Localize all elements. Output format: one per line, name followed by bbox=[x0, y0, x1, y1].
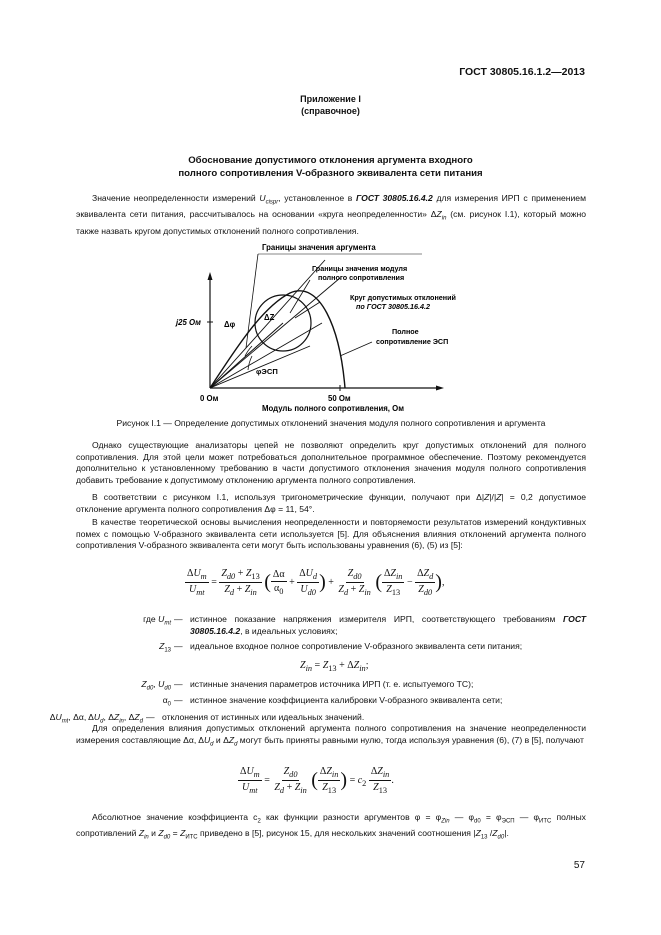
center-line bbox=[210, 323, 283, 388]
label-bounds: Границы значения аргумента bbox=[262, 243, 376, 252]
label-full-1: Полное bbox=[392, 327, 419, 336]
paragraph-3: В соответствии с рисунком I.1, используя тригонометрические функции, получают при Δ|Z|/|Z| = 0,2 допустимое отклонение аргумента полного сопротивления Δφ = 11, 54°. bbox=[76, 492, 587, 514]
label-x-axis: Модуль полного сопротивления, Ом bbox=[262, 404, 404, 413]
label-modulus-2: полного сопротивления bbox=[318, 273, 405, 282]
y-axis-arrow-icon bbox=[208, 272, 213, 280]
equation-mid: $Z_{in} = Z_{13} + \Delta Z_{in}$; bbox=[300, 660, 369, 673]
label-phi-esp: φЭСП bbox=[256, 367, 278, 376]
definitions-2 bbox=[49, 679, 586, 728]
bound-line-lower bbox=[210, 323, 322, 388]
paragraph-1: Значение неопределенности измерений $U_{cispr}$, установленное в ГОСТ 30805.16.4.2 для измерения ИРП с применением эквивалента сети питания, рассчитывалось на основании «круга неопределенности» $\Delta Z_{in}$ (см. рисунок I.1), который можно также назвать кругом допустимых отклонений полного сопротивления. bbox=[76, 193, 586, 236]
label-zero: 0 Ом bbox=[200, 394, 219, 403]
def-row: $\Delta U_{mt}$, Δα, $\Delta U_d$, $\Delta Z_{in}$, $\Delta Z_d$ — отклонения от истинных или идеальных значений. bbox=[49, 711, 365, 725]
definitions-1 bbox=[76, 614, 586, 658]
def-row: $Z_{13}$ — идеальное входное полное сопротивление V-образного эквивалента сети питания; bbox=[159, 641, 523, 654]
label-j-axis: j25 Ом bbox=[176, 318, 201, 327]
page-number: 57 bbox=[573, 860, 585, 871]
section-title-line2: полного сопротивления V-образного эквивалента сети питания bbox=[178, 168, 483, 179]
label-circle-2: по ГОСТ 30805.16.4.2 bbox=[356, 302, 430, 311]
equation-1: $\frac{\Delta U_m}{U_{mt}}$ = $\frac{Z_{d0} + Z_{13}}{Z_d + Z_{in}}$ ( $\frac{\Delta\alpha}{\alpha_0}$ + $\frac{\Delta U_d}{U_{d0}}$ ) + $\frac{Z_{d0}}{Z_d + Z_{in}}$ ( $\frac{\Delta Z_{in}}{Z_{13}}$ − $\frac{\Delta Z_d}{Z_{d0}}$ ), bbox=[187, 568, 445, 597]
doc-code: ГОСТ 30805.16.1.2—2013 bbox=[459, 66, 585, 78]
paragraph-5: Для определения влияния допустимых отклонений аргумента полного сопротивления на значение неопределенности измерения составляющие Δα, $\Delta U_d$ и $\Delta Z_d$ могут быть приняты равными нулю, тогда используя уравнения (6), (7) в [5], получают bbox=[76, 723, 586, 748]
label-modulus-1: Границы значения модуля bbox=[312, 264, 408, 273]
figure-caption: Рисунок I.1 — Определение допустимых отклонений значения модуля полного сопротивления и аргумента bbox=[116, 418, 546, 428]
paragraph-6: Абсолютное значение коэффициента $c_2$ как функции разности аргументов $\varphi = \varphi_{Zin}$ — $\varphi_{d0} = \varphi_{ЭСП}$ — $\varphi_{ИТС}$ полных сопротивлений $Z_{in}$ и $Z_{d0} = Z_{ИТС}$ приведено в [5], рисунок 15, для нескольких значений соотношения $|Z_{13}$ $/Z_{d0}|$. bbox=[76, 812, 586, 842]
appendix-title: Приложение I bbox=[300, 94, 361, 104]
paragraph-4: В качестве теоретической основы вычисления неопределенности и повторяемости результатов измерений кондуктивных помех с помощью V-образного эквивалента сети используется [5]. Для объяснения влияния отклонений аргумента полного сопротивления V-образного эквивалента сети могут быть использованы уравнения (6), (5) из [5]: bbox=[76, 517, 586, 551]
appendix-subtitle: (справочное) bbox=[301, 106, 360, 116]
def-row: $Z_{d0}$, $U_{d0}$ — истинные значения параметров источника ИРП (т. е. испытуемого ТС); bbox=[141, 679, 474, 692]
x-axis-arrow-icon bbox=[436, 386, 444, 391]
section-title-line1: Обоснование допустимого отклонения аргумента входного bbox=[188, 155, 473, 166]
label-circle-1: Круг допустимых отклонений bbox=[350, 293, 456, 302]
def-row: где $U_{mt}$ — истинное показание напряжения измерителя ИРП, соответствующего требованиям ГОСТ 30805.16.4.2, в идеальных условиях; bbox=[143, 614, 586, 636]
label-full-2: сопротивление ЭСП bbox=[376, 337, 449, 346]
equation-2: $\frac{\Delta U_m}{U_{mt}}$ = $\frac{Z_{d0}}{Z_d + Z_{in}}$ ( $\frac{\Delta Z_{in}}{Z_{13}}$ ) = $c_2$ $\frac{\Delta Z_{in}}{Z_{13}}$ . bbox=[240, 766, 394, 795]
paragraph-2: Однако существующие анализаторы цепей не позволяют определить круг допустимых отклонений для полного сопротивления. Для этой цели может потребоваться дополнительное программное обеспечение. Поэтому рекомендуется дополнительно к установленному требованию в части допустимого отклонения значения модуля полного сопротивления добавить требование к допустимому отклонению аргумента полного сопротивления. bbox=[76, 440, 586, 485]
label-delta-z: ΔZ bbox=[264, 313, 275, 322]
label-delta-phi: Δφ bbox=[224, 320, 236, 329]
def-row: $\alpha_0$ — истинное значение коэффициента калибровки V-образного эквивалента сети; bbox=[162, 695, 503, 709]
label-sixty: 50 Ом bbox=[328, 394, 351, 403]
impedance-diagram bbox=[176, 238, 490, 416]
